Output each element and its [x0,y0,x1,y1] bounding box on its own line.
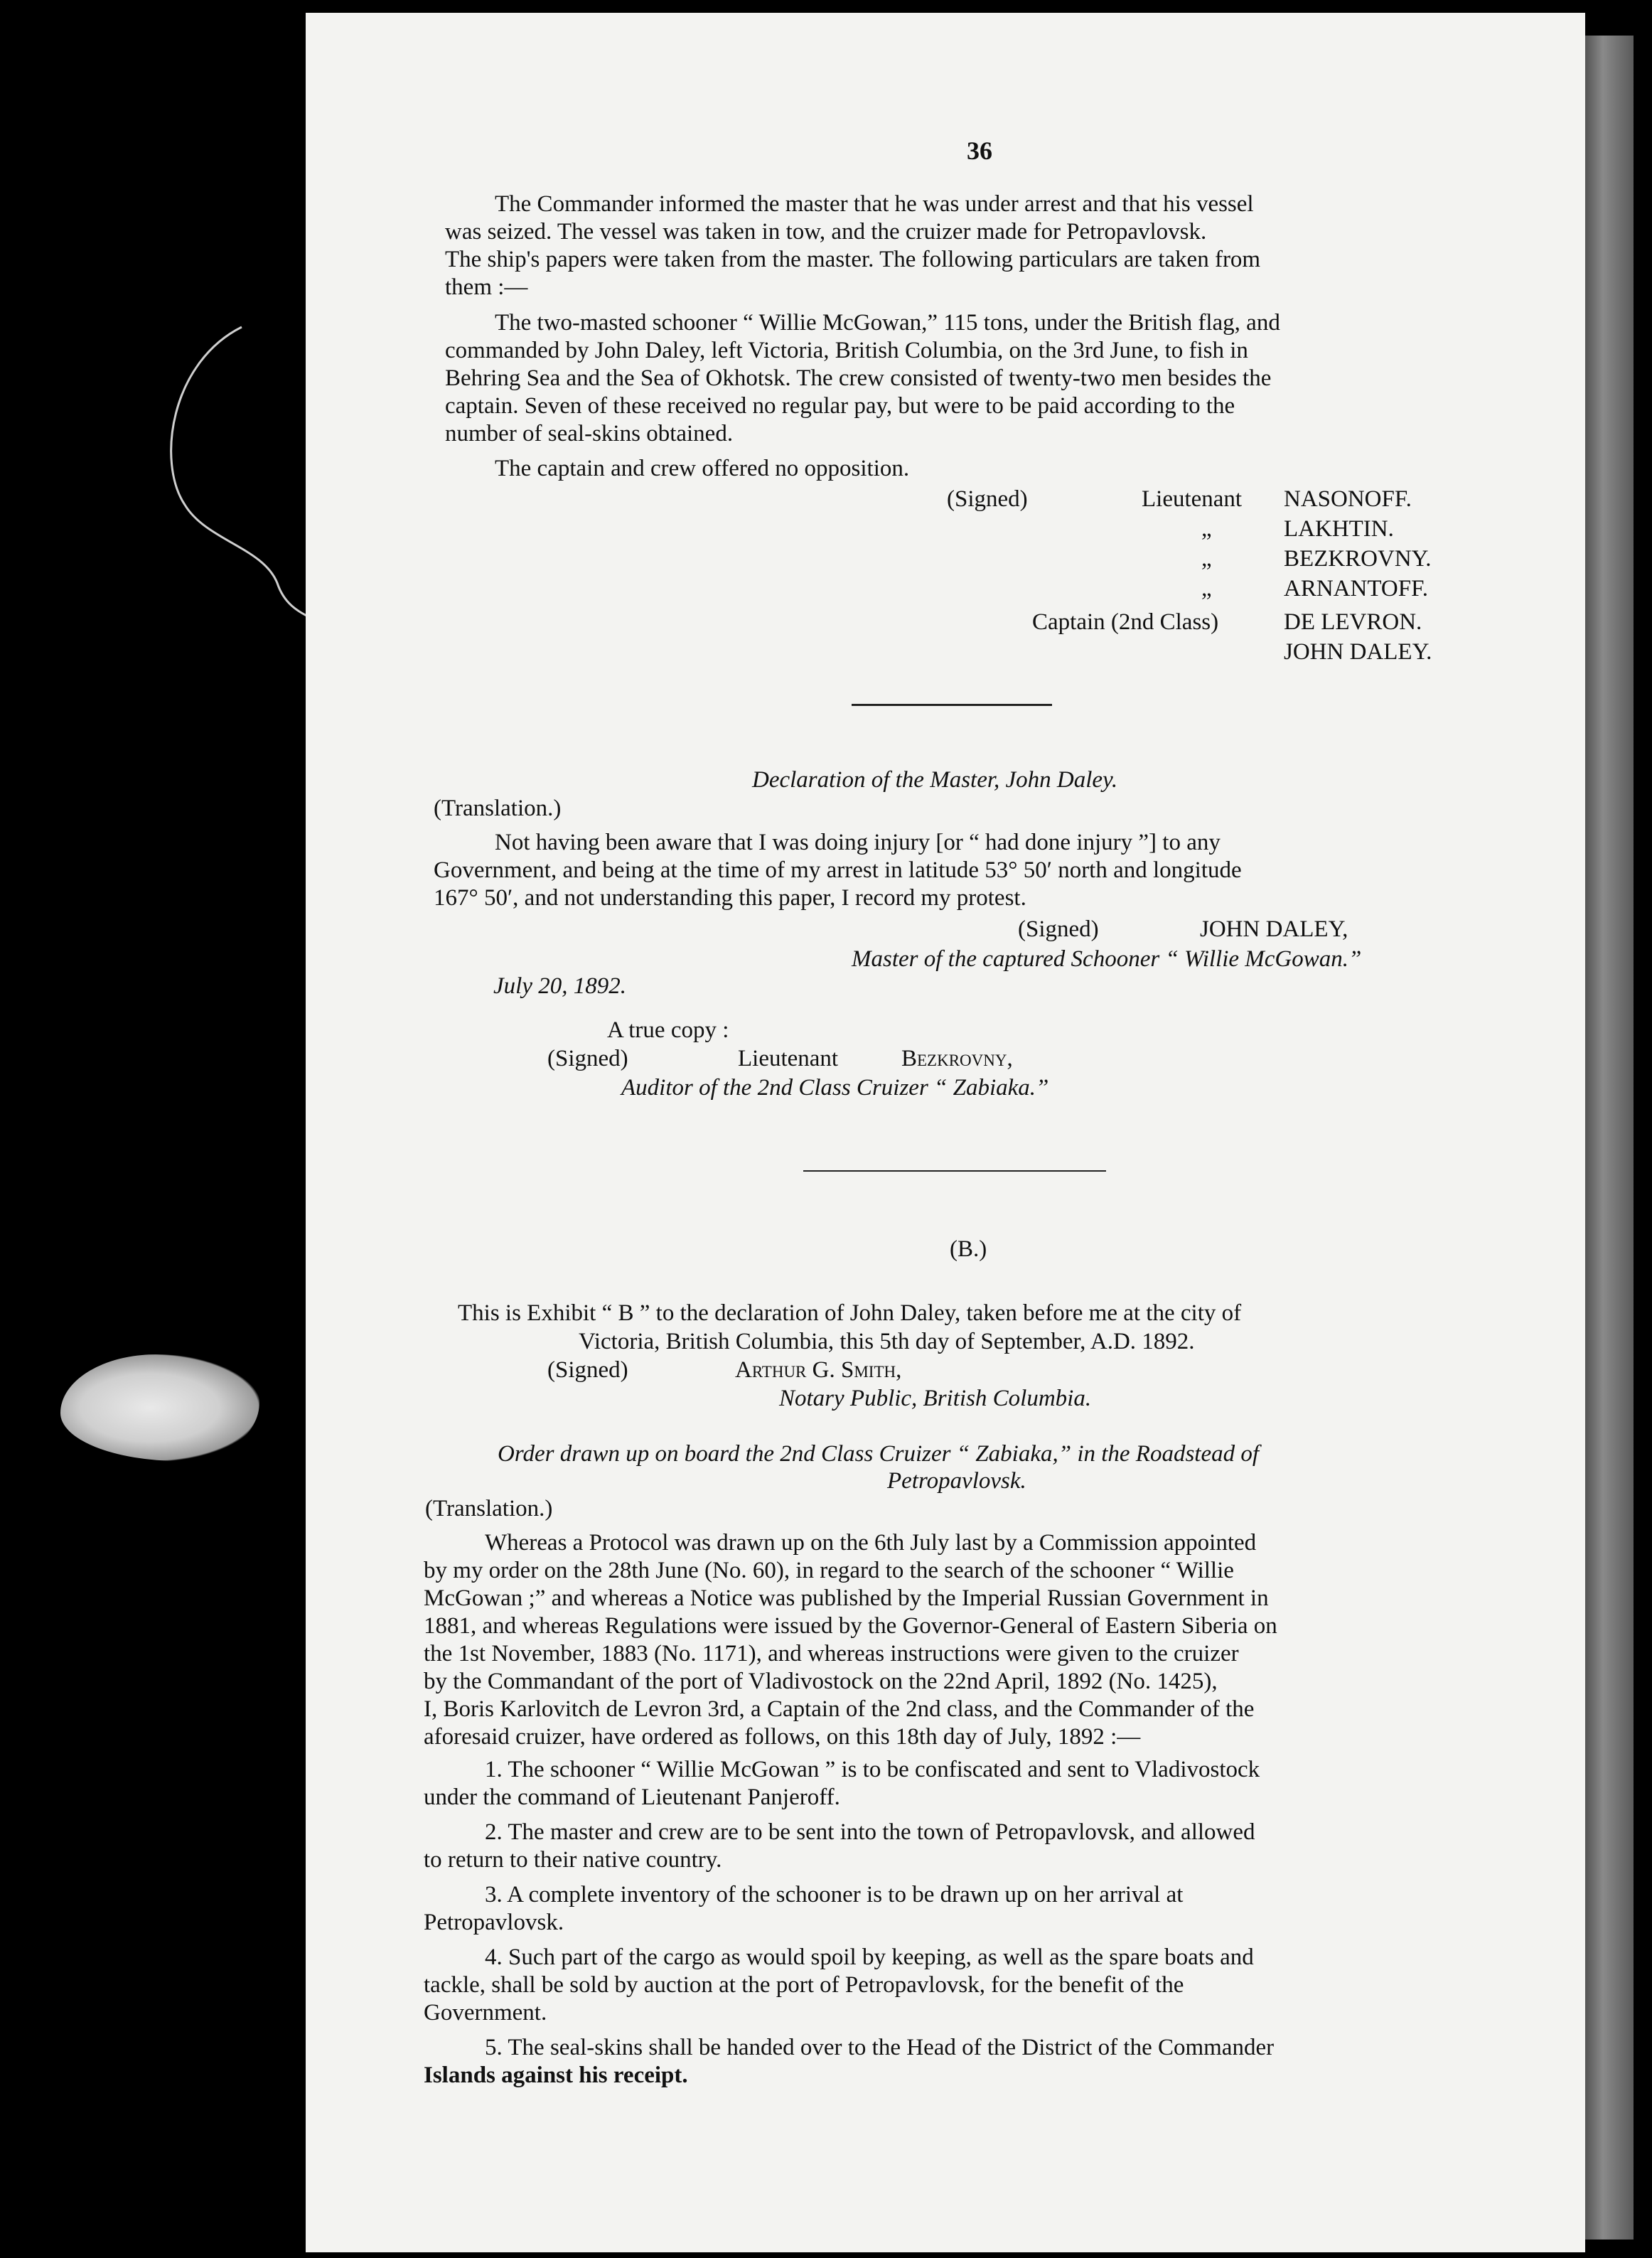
text-line: commanded by John Daley, left Victoria, British Columbia, on the 3rd June, to fish in [445,338,1248,363]
text-line: 4. Such part of the cargo as would spoil by keeping, as well as the spare boats and [485,1944,1254,1970]
text-line: by my order on the 28th June (No. 60), in regard to the search of the schooner “ Willie [424,1558,1234,1583]
text-line: McGowan ;” and whereas a Notice was published by the Imperial Russian Government in [424,1585,1269,1611]
exhibit-heading: (B.) [950,1236,987,1262]
text-line: Government. [424,2000,547,2026]
signed-label: (Signed) [547,1046,628,1071]
text-line: 2. The master and crew are to be sent into the town of Petropavlovsk, and allowed [485,1819,1255,1845]
signature-name: NASONOFF. [1284,486,1412,512]
signature-rank: Lieutenant [1142,486,1243,512]
text-line: them :— [445,274,528,300]
text-line: the 1st November, 1883 (No. 1171), and whereas instructions were given to the cruizer [424,1641,1239,1666]
declaration-date: July 20, 1892. [493,973,626,999]
text-line: 3. A complete inventory of the schooner is to be drawn up on her arrival at [485,1882,1184,1907]
translation-label: (Translation.) [434,796,562,821]
true-copy-label: A true copy : [607,1017,729,1043]
section-divider [803,1170,1106,1172]
exhibit-line-1: This is Exhibit “ B ” to the declaration of John Daley, taken before me at the city of [458,1300,1242,1326]
text-line: Government, and being at the time of my arrest in latitude 53° 50′ north and longitude [434,857,1242,883]
order-title-2: Petropavlovsk. [887,1468,1026,1494]
text-line: The ship's papers were taken from the master. The following particulars are taken from [445,247,1261,272]
copy-rank: Lieutenant [738,1046,839,1071]
signature-name: DE LEVRON. [1284,609,1422,635]
paper-fragment [60,1354,259,1461]
declaration-signer-title: Master of the captured Schooner “ Willie McGowan.” [852,946,1362,972]
text-line: The Commander informed the master that he was under arrest and that his vessel [495,191,1254,217]
text-line: aforesaid cruizer, have ordered as follows, on this 18th day of July, 1892 :— [424,1724,1141,1750]
text-line: under the command of Lieutenant Panjeroff. [424,1785,840,1810]
text-line: Behring Sea and the Sea of Okhotsk. The crew consisted of twenty-two men besides the [445,365,1272,391]
section-divider [852,704,1052,706]
page-number: 36 [967,137,992,165]
signature-rank: „ [1201,546,1212,572]
signature-rank: „ [1201,576,1212,601]
signature-rank: „ [1201,516,1212,542]
text-line: 1. The schooner “ Willie McGowan ” is to be confiscated and sent to Vladivostock [485,1757,1260,1782]
signature-name: ARNANTOFF. [1284,576,1429,601]
translation-label: (Translation.) [425,1496,553,1521]
seizure-para-3: The captain and crew offered no opposition. [495,456,910,481]
copy-title: Auditor of the 2nd Class Cruizer “ Zabiaka.” [621,1075,1049,1101]
text-line: captain. Seven of these received no regular pay, but were to be paid according to the [445,393,1235,419]
text-line: Islands against his receipt. [424,2062,688,2088]
text-line: The two-masted schooner “ Willie McGowan,” 115 tons, under the British flag, and [495,310,1280,336]
notary-name: Arthur G. Smith, [735,1357,902,1383]
text-line: by the Commandant of the port of Vladivostock on the 22nd April, 1892 (No. 1425), [424,1669,1218,1694]
stray-mark [156,320,313,619]
signature-rank: Captain (2nd Class) [1032,609,1219,635]
order-title: Order drawn up on board the 2nd Class Cruizer “ Zabiaka,” in the Roadstead of [498,1441,1260,1467]
text-line: Petropavlovsk. [424,1910,564,1935]
signed-label: (Signed) [547,1357,628,1383]
text-line: 167° 50′, and not understanding this paper, I record my protest. [434,885,1026,911]
signature-name: JOHN DALEY. [1284,639,1432,665]
text-line: tackle, shall be sold by auction at the port of Petropavlovsk, for the benefit of the [424,1972,1184,1998]
text-line: 5. The seal-skins shall be handed over to the Head of the District of the Commander [485,2035,1275,2060]
text-line: to return to their native country. [424,1847,722,1873]
signed-label: (Signed) [1018,916,1099,942]
exhibit-line-2: Victoria, British Columbia, this 5th day of September, A.D. 1892. [579,1329,1195,1354]
text-line: number of seal-skins obtained. [445,421,734,446]
declaration-signer: JOHN DALEY, [1200,916,1348,942]
signed-label: (Signed) [947,486,1028,512]
text-line: I, Boris Karlovitch de Levron 3rd, a Captain of the 2nd class, and the Commander of the [424,1696,1255,1722]
text-line: Whereas a Protocol was drawn up on the 6th July last by a Commission appointed [485,1530,1257,1556]
book-edge [1582,36,1634,2240]
text-line: Not having been aware that I was doing injury [or “ had done injury ”] to any [495,830,1221,855]
signature-name: LAKHTIN. [1284,516,1394,542]
declaration-title: Declaration of the Master, John Daley. [752,767,1118,793]
text-line: 1881, and whereas Regulations were issued by the Governor-General of Eastern Siberia on [424,1613,1277,1639]
notary-title: Notary Public, British Columbia. [779,1386,1092,1411]
text-line: was seized. The vessel was taken in tow, and the cruizer made for Petropavlovsk. [445,219,1207,245]
copy-name: Bezkrovny, [901,1046,1013,1071]
document-page [306,13,1585,2252]
signature-name: BEZKROVNY. [1284,546,1432,572]
